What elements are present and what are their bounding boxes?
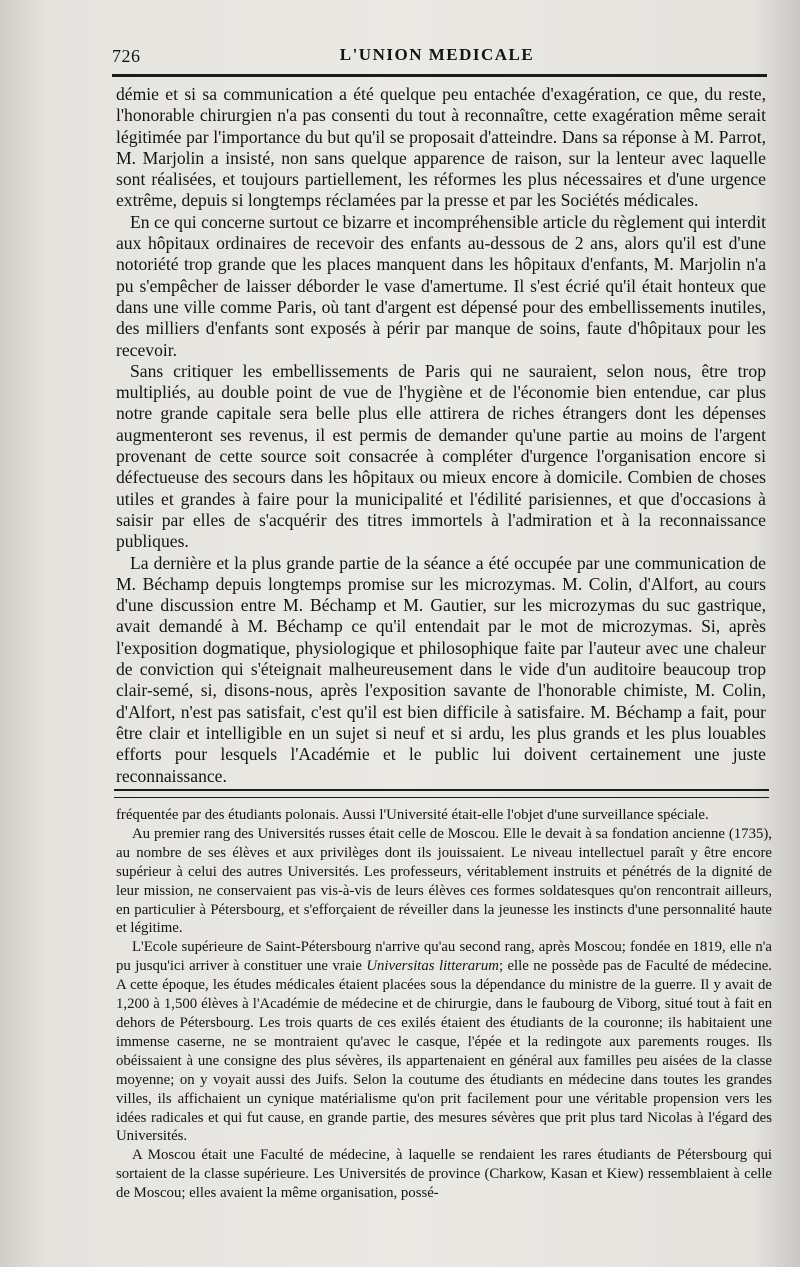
main-paragraph-2: En ce qui concerne surtout ce bizarre et incompréhensible article du règlement qui interdit aux hôpitaux ordinaires de recevoir des enfants au-dessous de 2 ans, alors qu'il est d'une notoriété trop grande que les places manquent dans les hôpitaux d'enfants, M. Marjolin n'a pu s'empêcher de laisser déborder le vase d'amertume. Il s'est écrié qu'il était honteux que dans une ville comme Paris, où tant d'argent est dépensé pour des embellissements inutiles, des milliers d'enfants sont exposés à périr par manque de soins, faute d'hôpitaux pour les recevoir. [116,211,766,360]
main-paragraph-1: démie et si sa communication a été quelque peu entachée d'exagération, ce que, du reste, l'honorable chirurgien n'a pas consenti du tout à reconnaître, cette exagération même serait légitimée par l'importance du but qu'il se proposait d'atteindre. Dans sa réponse à M. Parrot, M. Marjolin a insisté, non sans quelque apparence de raison, sur la lenteur avec laquelle sont réalisées, et toujours partiellement, les réformes les plus nécessaires et d'une urgence extrême, depuis si longtemps réclamées par la presse et par les Sociétés médicales. [116,84,766,211]
header-rule [112,74,767,77]
main-paragraph-4: La dernière et la plus grande partie de la séance a été occupée par une communication de M. Béchamp depuis longtemps promise sur les microzymas. M. Colin, d'Alfort, au cours d'une discussion entre M. Béchamp et M. Gautier, sur les microzymas du suc gastrique, avait demandé à M. Béchamp ce qu'il entendait par le mot de microzymas. Si, après l'exposition dogmatique, physiologique et philosophique faite par l'auteur avec une chaleur de conviction qui s'éteignait malheureusement dans le vide d'un auditoire beaucoup trop clair-semé, si, disons-nous, après l'exposition savante de l'honorable chimiste, M. Colin, d'Alfort, n'est pas satisfait, c'est qu'il est bien difficile à satisfaire. M. Béchamp a fait, pour être clair et intelligible en un sujet si neuf et si ardu, les plus grands et les plus louables efforts pour lesquels l'Académie et le public lui doivent certainement une juste reconnaissance. [116,552,766,786]
feuilleton-paragraph-3-italic: Universitas litterarum [366,958,499,975]
feuilleton-section [116,806,772,1203]
running-title: L'UNION MEDICALE [339,45,535,64]
page-number: 726 [112,46,141,66]
feuilleton-paragraph-3 [116,938,772,1146]
feuilleton-separator-rule [114,789,769,798]
page-header [112,40,762,70]
feuilleton-paragraph-3-part-1: L'Ecole supérieure de Saint-Pétersbourg n'arrive qu'au second rang, après Moscou; fondée en 1819, elle n'a pu jusqu'ici arriver à constituer une vraie [116,939,772,975]
feuilleton-paragraph-2: Au premier rang des Universités russes était celle de Moscou. Elle le devait à sa fondation ancienne (1735), au nombre de ses élèves et aux privilèges dont ils jouissaient. Le niveau intellectuel paraît y être encore supérieur à celui des autres Universités. Les professeurs, véritablement instruits et pénétrés de la dignité de leur mission, ne conservaient pas vis-à-vis de leurs élèves ces formes soldatesques qu'on rencontrait ailleurs, en particulier à Pétersbourg, et s'efforçaient de réveiller dans la jeunesse les instincts d'une personnalité haute et légitime. [116,825,772,937]
feuilleton-paragraph-4: A Moscou était une Faculté de médecine, à laquelle se rendaient les rares étudiants de Pétersbourg qui sortaient de la classe supérieure. Les Universités de province (Charkow, Kasan et Kiew) ressemblaient à celle de Moscou; elles avaient la même organisation, possé- [116,1147,772,1202]
feuilleton-paragraph-3-part-2: ; elle ne possède pas de Faculté de médecine. A cette époque, les études médicales étaient placées sous la dépendance du ministre de la guerre. Il y avait de 1,200 à 1,500 élèves à l'Académie de médecine et de chirurgie, dans le faubourg de Viborg, situé tout à fait en dehors de Pétersbourg. Les trois quarts de ces exilés étaient des étudiants de la couronne; ils habitaient une immense caserne, ne se montraient qu'avec le casque, l'épée et la redingote aux parements rouges. Ils obéissaient à une consigne des plus sévères, ils appartenaient en général aux familles peu aisées de la classe moyenne; on y voyait aussi des Juifs. Selon la coutume des étudiants en médecine dans toutes les grandes villes, ils affichaient un cynique matérialisme qu'on prit facilement pour une véritable propension vers les idées radicales et qui fut cause, en grande partie, des mesures sévères que prit plus tard Nicolas à l'égard des Universités. [116,958,772,1145]
main-paragraph-3: Sans critiquer les embellissements de Paris qui ne sauraient, selon nous, être trop multipliés, au double point de vue de l'hygiène et de l'économie bien entendue, car plus notre grande capitale sera belle plus elle attirera de riches étrangers dont les dépenses augmenteront ses revenus, il est permis de demander qu'une partie au moins de l'argent provenant de cette source soit consacrée à compléter d'urgence l'organisation encore si défectueuse des secours dans les hôpitaux ou mieux encore à domicile. Combien de choses utiles et grandes à faire pour la municipalité et l'édilité parisiennes, et que d'occasions à saisir par elles de s'acquérir des titres immortels à l'admiration et à la reconnaissance publiques. [116,360,766,552]
feuilleton-paragraph-1: fréquentée par des étudiants polonais. Aussi l'Université était-elle l'objet d'une surveillance spéciale. [116,807,709,823]
main-article [116,84,766,787]
